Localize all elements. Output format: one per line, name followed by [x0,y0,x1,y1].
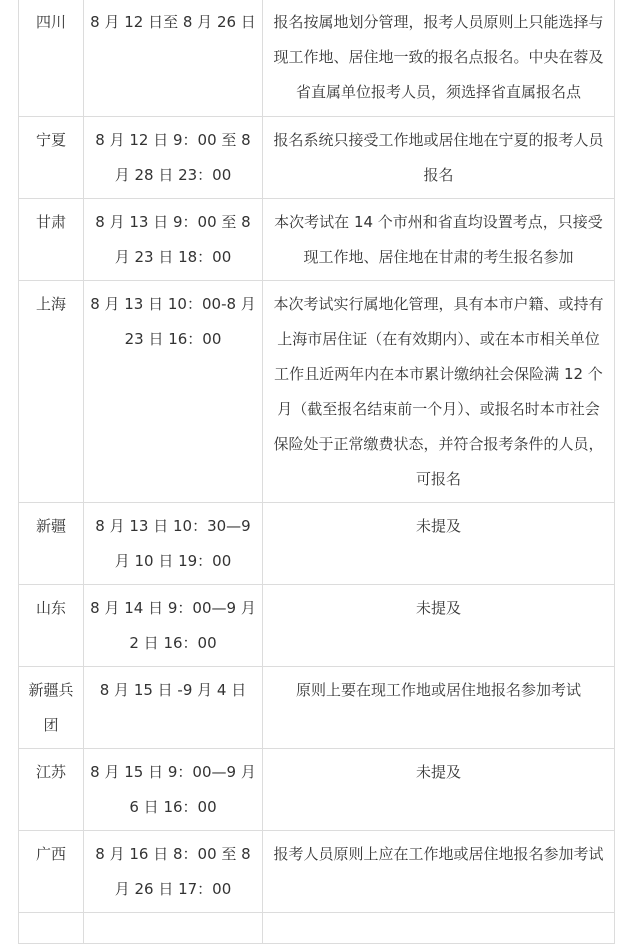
table-row [19,667,615,749]
period-cell: 8 月 13 日 10：30—9 月 10 日 19：00 [84,503,263,585]
table-row [19,749,615,831]
period-cell: 8 月 13 日 10：00-8 月 23 日 16：00 [84,281,263,503]
table-row [19,199,615,281]
period-cell: 8 月 14 日 9：00—9 月 2 日 16：00 [84,585,263,667]
region-cell: 江苏 [19,749,84,831]
empty-cell [19,913,84,944]
region-cell: 山东 [19,585,84,667]
table-row [19,503,615,585]
period-cell: 8 月 13 日 9：00 至 8 月 23 日 18：00 [84,199,263,281]
notes-cell: 报名按属地划分管理，报考人员原则上只能选择与现工作地、居住地一致的报名点报名。中央在蓉及省直属单位报考人员，须选择省直属报名点 [263,0,615,117]
registration-table-wrapper [18,0,614,944]
empty-cell [84,913,263,944]
notes-cell: 报名系统只接受工作地或居住地在宁夏的报考人员报名 [263,117,615,199]
region-cell: 新疆兵团 [19,667,84,749]
table-row [19,281,615,503]
notes-cell: 报考人员原则上应在工作地或居住地报名参加考试 [263,831,615,913]
table-row [19,117,615,199]
period-cell: 8 月 12 日 9：00 至 8 月 28 日 23：00 [84,117,263,199]
period-cell: 8 月 15 日 9：00—9 月 6 日 16：00 [84,749,263,831]
region-cell: 甘肃 [19,199,84,281]
notes-cell: 本次考试在 14 个市州和省直均设置考点，只接受现工作地、居住地在甘肃的考生报名参加 [263,199,615,281]
table-row [19,585,615,667]
notes-cell: 未提及 [263,749,615,831]
region-cell: 宁夏 [19,117,84,199]
period-cell: 8 月 12 日至 8 月 26 日 [84,0,263,117]
period-cell: 8 月 15 日 -9 月 4 日 [84,667,263,749]
table-row-cut-off [19,913,615,944]
empty-cell [263,913,615,944]
notes-cell: 未提及 [263,585,615,667]
table-row [19,831,615,913]
region-cell: 四川 [19,0,84,117]
region-cell: 新疆 [19,503,84,585]
notes-cell: 未提及 [263,503,615,585]
registration-table [18,0,615,944]
region-cell: 上海 [19,281,84,503]
notes-cell: 原则上要在现工作地或居住地报名参加考试 [263,667,615,749]
region-cell: 广西 [19,831,84,913]
notes-cell: 本次考试实行属地化管理，具有本市户籍、或持有上海市居住证（在有效期内）、或在本市相关单位工作且近两年内在本市累计缴纳社会保险满 12 个月（截至报名结束前一个月）、或报名时本市社会保险处于正常缴费状态，并符合报考条件的人员，可报名 [263,281,615,503]
period-cell: 8 月 16 日 8：00 至 8 月 26 日 17：00 [84,831,263,913]
table-row [19,0,615,117]
